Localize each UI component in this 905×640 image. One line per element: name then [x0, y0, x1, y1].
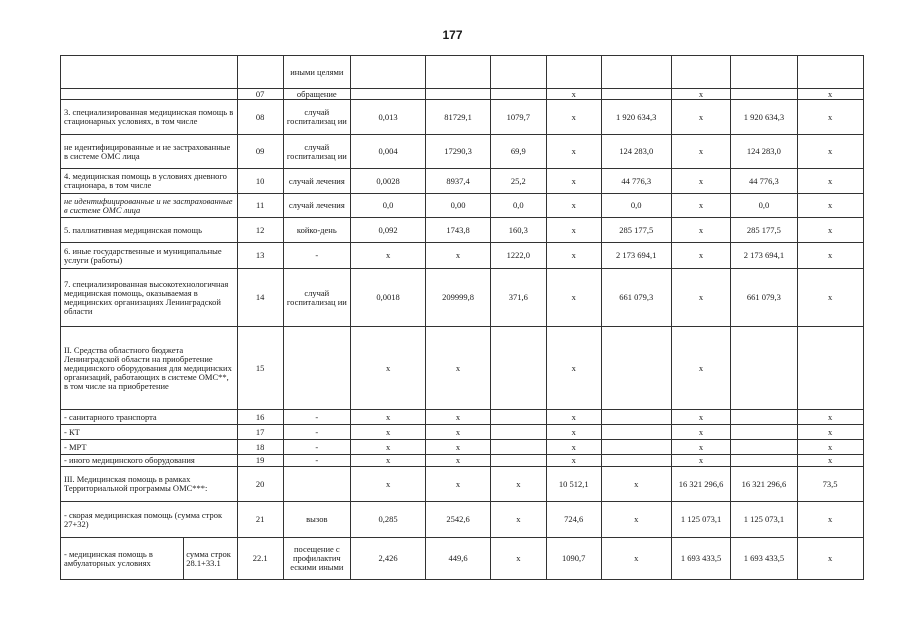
row-value: x	[546, 194, 601, 218]
table-row	[61, 502, 905, 538]
row-value: 1 693 433,5	[731, 538, 797, 580]
row-description: 7. специализированная высокотехнологичная медицинская помощь, оказываемая в медицинских организациях Ленинградской области	[61, 269, 238, 327]
row-value	[490, 440, 546, 455]
row-description: III. Медицинская помощь в рамках Территориальной программы ОМС***:	[61, 467, 238, 502]
row-value: x	[546, 269, 601, 327]
row-value	[601, 455, 671, 467]
row-value: x	[351, 243, 426, 269]
row-value	[601, 425, 671, 440]
row-value: 449,6	[426, 538, 491, 580]
row-unit: случай госпитализац ии	[283, 269, 350, 327]
row-description: - санитарного транспорта	[61, 410, 238, 425]
row-value	[797, 56, 863, 89]
row-value: 2542,6	[426, 502, 491, 538]
table-row	[61, 327, 905, 410]
table-row	[61, 100, 905, 135]
table-row	[61, 135, 905, 169]
row-value	[490, 425, 546, 440]
row-value: x	[426, 440, 491, 455]
row-value: x	[671, 218, 731, 243]
row-value	[731, 56, 797, 89]
row-value: x	[490, 467, 546, 502]
row-value: x	[546, 440, 601, 455]
row-value: 16 321 296,6	[671, 467, 731, 502]
row-value: x	[601, 538, 671, 580]
row-value: x	[426, 455, 491, 467]
row-value: 285 177,5	[731, 218, 797, 243]
row-value: 2 173 694,1	[601, 243, 671, 269]
row-value: x	[351, 467, 426, 502]
row-value: x	[426, 327, 491, 410]
row-value: 0,013	[351, 100, 426, 135]
row-value: x	[797, 538, 863, 580]
row-value: x	[601, 502, 671, 538]
table-row	[61, 169, 905, 194]
row-value: x	[601, 467, 671, 502]
row-value: 44 776,3	[601, 169, 671, 194]
table-row	[61, 194, 905, 218]
row-unit: иными целями	[283, 56, 350, 89]
row-value: x	[546, 455, 601, 467]
row-value: 25,2	[490, 169, 546, 194]
table-row	[61, 89, 905, 100]
row-value	[426, 89, 491, 100]
row-value: x	[671, 425, 731, 440]
row-number: 13	[237, 243, 283, 269]
row-unit: обращение	[283, 89, 350, 100]
row-value: 0,00	[426, 194, 491, 218]
row-value: x	[351, 440, 426, 455]
row-value: x	[797, 194, 863, 218]
row-value: 1 125 073,1	[671, 502, 731, 538]
row-value: x	[546, 327, 601, 410]
row-unit: случай лечения	[283, 194, 350, 218]
row-value: 1743,8	[426, 218, 491, 243]
row-value: x	[351, 410, 426, 425]
table-row	[61, 218, 905, 243]
row-value: x	[546, 135, 601, 169]
row-value	[490, 410, 546, 425]
row-description: - скорая медицинская помощь (сумма строк 27+32)	[61, 502, 238, 538]
row-value	[351, 56, 426, 89]
row-value	[351, 89, 426, 100]
row-number: 10	[237, 169, 283, 194]
row-value: x	[490, 538, 546, 580]
row-value: 2 173 694,1	[731, 243, 797, 269]
row-value: 2,426	[351, 538, 426, 580]
row-number: 21	[237, 502, 283, 538]
row-value: 124 283,0	[601, 135, 671, 169]
row-number: 11	[237, 194, 283, 218]
row-value	[490, 327, 546, 410]
table-row	[61, 538, 905, 580]
row-description: II. Средства областного бюджета Ленинградской области на приобретение медицинского оборудования для медицинских организаций, работающих в системе ОМС**, в том числе на приобретение	[61, 327, 238, 410]
row-value: 0,0028	[351, 169, 426, 194]
row-value: x	[490, 502, 546, 538]
row-value: x	[671, 135, 731, 169]
row-value: 661 079,3	[601, 269, 671, 327]
row-value: 1 920 634,3	[731, 100, 797, 135]
row-number: 19	[237, 455, 283, 467]
row-value: x	[671, 89, 731, 100]
table-row	[61, 455, 905, 467]
row-description: - МРТ	[61, 440, 238, 455]
table-row	[61, 243, 905, 269]
row-value: x	[351, 327, 426, 410]
row-value	[601, 56, 671, 89]
row-value	[731, 425, 797, 440]
row-value: 16 321 296,6	[731, 467, 797, 502]
row-value: x	[797, 502, 863, 538]
table-row	[61, 467, 905, 502]
row-value: x	[797, 455, 863, 467]
row-value: x	[671, 440, 731, 455]
row-unit	[283, 467, 350, 502]
row-number	[237, 56, 283, 89]
row-value: x	[546, 243, 601, 269]
row-value: 285 177,5	[601, 218, 671, 243]
row-value: x	[546, 425, 601, 440]
row-value: 17290,3	[426, 135, 491, 169]
row-description: 6. иные государственные и муниципальные услуги (работы)	[61, 243, 238, 269]
row-value: 81729,1	[426, 100, 491, 135]
row-value: 1090,7	[546, 538, 601, 580]
row-description: - медицинская помощь в амбулаторных условиях	[61, 538, 184, 580]
row-number: 20	[237, 467, 283, 502]
row-value: 44 776,3	[731, 169, 797, 194]
row-value: x	[671, 194, 731, 218]
row-value: x	[671, 327, 731, 410]
row-value: x	[797, 243, 863, 269]
row-value: 69,9	[490, 135, 546, 169]
row-value: x	[797, 100, 863, 135]
row-value	[731, 410, 797, 425]
row-value: 160,3	[490, 218, 546, 243]
row-subnote: сумма строк 28.1+33.1	[184, 538, 237, 580]
row-number: 09	[237, 135, 283, 169]
row-description: не идентифицированные и не застрахованные в системе ОМС лица	[61, 194, 238, 218]
table-row	[61, 269, 905, 327]
row-value: 0,285	[351, 502, 426, 538]
row-value: x	[797, 425, 863, 440]
row-unit: случай госпитализац ии	[283, 100, 350, 135]
row-number: 07	[237, 89, 283, 100]
row-description	[61, 89, 238, 100]
row-value: x	[797, 218, 863, 243]
row-value: x	[797, 440, 863, 455]
row-value	[490, 56, 546, 89]
row-unit: -	[283, 440, 350, 455]
row-value: 10 512,1	[546, 467, 601, 502]
row-value	[731, 440, 797, 455]
row-value	[601, 440, 671, 455]
row-value: x	[797, 269, 863, 327]
row-unit: случай лечения	[283, 169, 350, 194]
row-value: x	[671, 410, 731, 425]
row-value: x	[546, 410, 601, 425]
finance-table	[60, 55, 905, 580]
row-value: x	[797, 89, 863, 100]
row-value	[671, 56, 731, 89]
row-description: не идентифицированные и не застрахованные в системе ОМС лица	[61, 135, 238, 169]
table-row	[61, 425, 905, 440]
row-value: x	[351, 425, 426, 440]
row-value: 0,0	[351, 194, 426, 218]
row-unit: -	[283, 243, 350, 269]
row-unit: посещение с профилактич ескими иными	[283, 538, 350, 580]
row-description: 3. специализированная медицинская помощь в стационарных условиях, в том числе	[61, 100, 238, 135]
row-value: 0,092	[351, 218, 426, 243]
row-value: x	[797, 135, 863, 169]
row-value: x	[546, 169, 601, 194]
row-value: x	[546, 89, 601, 100]
row-number: 15	[237, 327, 283, 410]
row-value: 0,0	[731, 194, 797, 218]
row-value: 1 125 073,1	[731, 502, 797, 538]
row-value: x	[426, 243, 491, 269]
row-value	[601, 89, 671, 100]
row-value	[426, 56, 491, 89]
row-value: x	[671, 243, 731, 269]
row-value: 1 693 433,5	[671, 538, 731, 580]
row-value: 1 920 634,3	[601, 100, 671, 135]
row-value	[731, 89, 797, 100]
row-description: 4. медицинская помощь в условиях дневного стационара, в том числе	[61, 169, 238, 194]
row-value: x	[546, 218, 601, 243]
row-value: 73,5	[797, 467, 863, 502]
row-value: 1222,0	[490, 243, 546, 269]
row-unit: койко-день	[283, 218, 350, 243]
row-unit: -	[283, 410, 350, 425]
table-row	[61, 56, 905, 89]
row-value: x	[797, 169, 863, 194]
row-value: x	[671, 269, 731, 327]
row-number: 18	[237, 440, 283, 455]
row-value	[731, 327, 797, 410]
row-value	[601, 410, 671, 425]
row-number: 17	[237, 425, 283, 440]
row-description	[61, 56, 238, 89]
row-value: 124 283,0	[731, 135, 797, 169]
row-value: 724,6	[546, 502, 601, 538]
row-unit: вызов	[283, 502, 350, 538]
row-unit: случай госпитализац ии	[283, 135, 350, 169]
table-row	[61, 410, 905, 425]
row-description: 5. паллиативная медицинская помощь	[61, 218, 238, 243]
row-value: 0,0	[490, 194, 546, 218]
row-value: 0,0	[601, 194, 671, 218]
row-value: x	[426, 410, 491, 425]
row-value: 371,6	[490, 269, 546, 327]
row-value: x	[546, 100, 601, 135]
row-number: 08	[237, 100, 283, 135]
row-value	[731, 455, 797, 467]
row-value: x	[426, 467, 491, 502]
row-value	[601, 327, 671, 410]
row-value	[490, 455, 546, 467]
row-number: 14	[237, 269, 283, 327]
row-unit: -	[283, 455, 350, 467]
row-description: - иного медицинского оборудования	[61, 455, 238, 467]
row-value	[546, 56, 601, 89]
row-number: 12	[237, 218, 283, 243]
row-number: 22.1	[237, 538, 283, 580]
row-unit	[283, 327, 350, 410]
row-value: 209999,8	[426, 269, 491, 327]
row-value: x	[671, 100, 731, 135]
row-value: 1079,7	[490, 100, 546, 135]
page-number: 177	[442, 28, 463, 42]
row-value: 8937,4	[426, 169, 491, 194]
row-unit: -	[283, 425, 350, 440]
row-value	[490, 89, 546, 100]
row-value: x	[426, 425, 491, 440]
row-value: 0,004	[351, 135, 426, 169]
row-value: 0,0018	[351, 269, 426, 327]
row-value: x	[351, 455, 426, 467]
row-value: x	[671, 455, 731, 467]
table-row	[61, 440, 905, 455]
row-description: - КТ	[61, 425, 238, 440]
row-value: 661 079,3	[731, 269, 797, 327]
row-value: x	[671, 169, 731, 194]
row-value	[797, 327, 863, 410]
row-value: x	[797, 410, 863, 425]
row-number: 16	[237, 410, 283, 425]
